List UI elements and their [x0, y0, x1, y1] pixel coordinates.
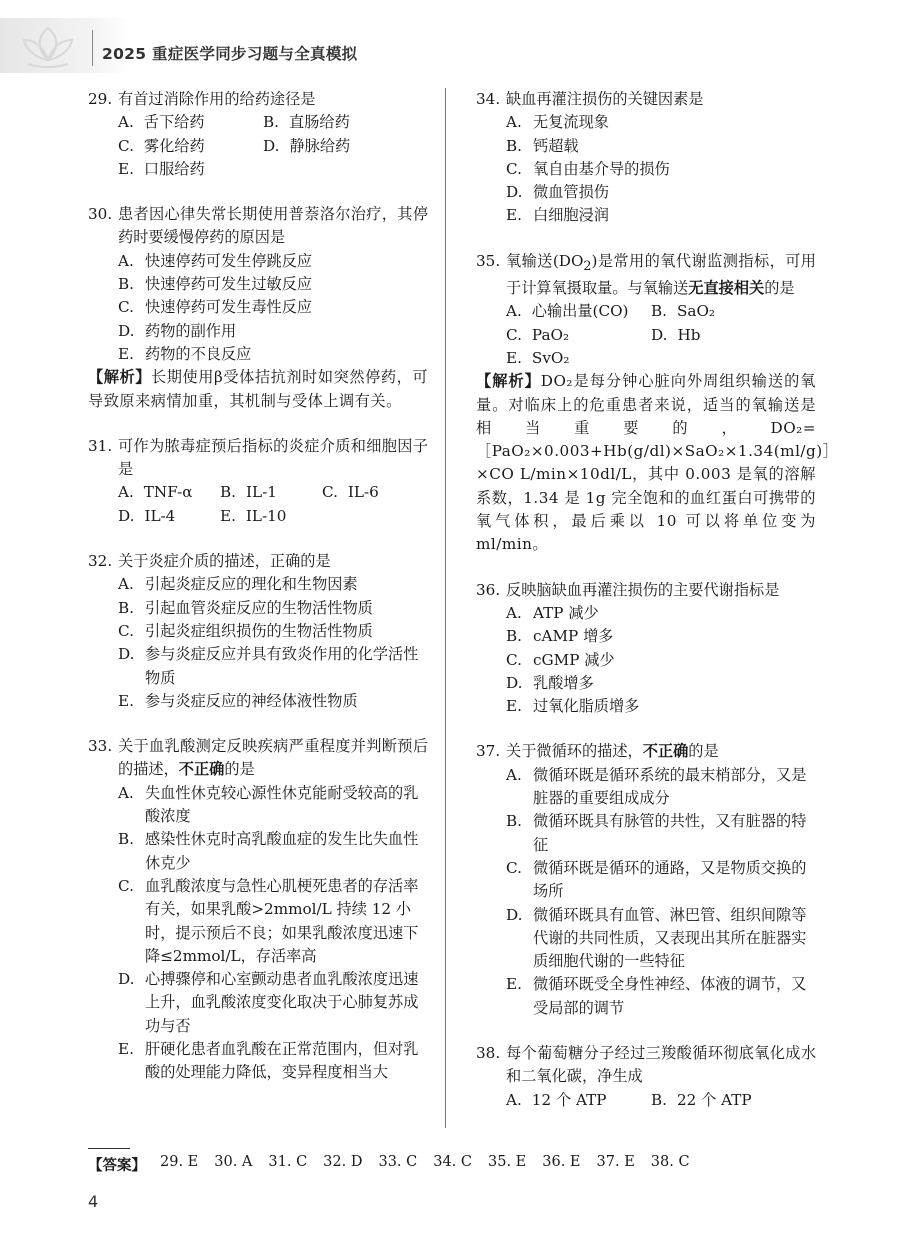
option-e: E. 白细胞浸润	[506, 206, 609, 225]
page-header	[0, 0, 900, 75]
answer-item: 31. C	[268, 1154, 308, 1170]
option-b: B. 22 个 ATP	[651, 1090, 752, 1109]
question-number: 34.	[476, 90, 501, 108]
analysis	[476, 370, 839, 556]
option-b: B. 快速停药可发生过敏反应	[118, 275, 313, 294]
option-d: D. 药物的副作用	[118, 321, 237, 340]
option-b: B. SaO₂	[651, 302, 715, 321]
option-d: D. 静脉给药	[263, 136, 351, 155]
question-number: 32.	[88, 552, 113, 571]
question-stem-mid: )是常用的氧代谢监测指标，可用于计算氧摄取量。与氧输送	[506, 251, 816, 298]
question-number: 37.	[476, 742, 501, 761]
answer-item: 36. E	[542, 1154, 581, 1170]
question-stem: 氧输送(DO	[506, 251, 584, 270]
question-stem-end: 的是	[764, 279, 795, 298]
question-number: 38.	[476, 1044, 501, 1063]
option-d: D. Hb	[651, 325, 701, 344]
question-number: 35.	[476, 251, 501, 270]
column-divider	[445, 88, 446, 1128]
answer-rule	[88, 1148, 130, 1149]
question-stem-end: 的是	[688, 742, 719, 761]
question-stem: 每个葡萄糖分子经过三羧酸循环彻底氧化成水和二氧化碳，净生成	[506, 1044, 816, 1086]
answer-item: 32. D	[323, 1154, 363, 1170]
book-title: 2025 重症医学同步习题与全真模拟	[102, 45, 358, 63]
option-c: C. 血乳酸浓度与急性心肌梗死患者的存活率有关，如果乳酸>2mmol/L 持续 12 小时，提示预后不良；如果乳酸浓度迅速下降≤2mmol/L，存活率高	[118, 876, 419, 965]
subscript: 2	[583, 257, 592, 273]
option-b: B. 直肠给药	[263, 113, 350, 132]
analysis	[88, 366, 428, 413]
option-e: E. 微循环既受全身性神经、体液的调节，又受局部的调节	[506, 975, 807, 1017]
question-38	[476, 1042, 816, 1112]
question-30	[88, 203, 428, 413]
option-e: E. 药物的不良反应	[118, 344, 252, 363]
option-c: C. cGMP 减少	[506, 650, 615, 669]
answer-item: 38. C	[650, 1154, 690, 1170]
question-stem-end: 的是	[224, 760, 255, 779]
option-a: A. 心输出量(CO)	[506, 302, 629, 321]
answer-item: 29. E	[160, 1154, 199, 1170]
question-stem: 反映脑缺血再灌注损伤的主要代谢指标是	[506, 580, 780, 599]
question-stem: 关于血乳酸测定反映疾病严重程度并判断预后的描述，	[118, 737, 428, 779]
option-d: D. 心搏骤停和心室颤动患者血乳酸浓度迅速上升，血乳酸浓度变化取决于心肺复苏成功与否	[118, 970, 419, 1035]
option-a: A. 无复流现象	[506, 113, 609, 132]
analysis-text: 长期使用β受体拮抗剂时如突然停药，可导致原来病情加重，其机制与受体上调有关。	[88, 368, 429, 410]
option-e: E. IL-10	[220, 506, 287, 525]
answer-item: 30. A	[214, 1154, 253, 1170]
question-36	[476, 579, 816, 719]
question-29	[88, 88, 428, 181]
question-number: 33.	[88, 737, 113, 756]
option-e: E. 口服给药	[118, 159, 205, 178]
header-separator	[92, 30, 93, 66]
lotus-logo-icon	[18, 20, 78, 70]
question-33	[88, 735, 428, 1084]
option-c: C. PaO₂	[506, 325, 570, 344]
option-c: C. 引起炎症组织损伤的生物活性物质	[118, 621, 373, 640]
option-b: B. 引起血管炎症反应的生物活性物质	[118, 598, 373, 617]
option-a: A. 失血性休克较心源性休克能耐受较高的乳酸浓度	[118, 783, 419, 826]
emphasis-not-correct: 不正确	[642, 742, 689, 761]
answer-item: 37. E	[596, 1154, 635, 1170]
question-31	[88, 435, 428, 528]
analysis-tag: 【解析】	[88, 368, 151, 387]
answer-item: 33. C	[378, 1154, 418, 1170]
option-d: D. 微血管损伤	[506, 183, 609, 202]
emphasis-not-correct: 不正确	[178, 760, 225, 779]
answer-tag: 【答案】	[88, 1158, 146, 1174]
option-b: B. 钙超载	[506, 136, 579, 155]
page-number: 4	[88, 1192, 99, 1211]
question-stem: 有首过消除作用的给药途径是	[118, 90, 316, 108]
option-d: D. IL-4	[118, 506, 176, 525]
option-c: C. 微循环既是循环的通路，又是物质交换的场所	[506, 858, 807, 901]
option-e: E. 参与炎症反应的神经体液性物质	[118, 691, 358, 710]
option-a: A. ATP 减少	[506, 603, 599, 622]
question-34	[476, 88, 816, 228]
option-a: A. TNF-α	[118, 483, 193, 502]
option-c: C. 氧自由基介导的损伤	[506, 159, 670, 178]
option-c: C. 雾化给药	[118, 136, 205, 155]
answer-item: 35. E	[488, 1154, 527, 1170]
question-stem: 关于微循环的描述，	[506, 742, 643, 761]
question-number: 36.	[476, 580, 501, 599]
question-number: 30.	[88, 205, 113, 224]
question-35	[476, 250, 839, 557]
left-column	[88, 88, 428, 1107]
option-d: D. 微循环既具有血管、淋巴管、组织间隙等代谢的共同性质，又表现出其所在脏器实质细胞代谢的一些特征	[506, 905, 807, 971]
option-d: D. 参与炎症反应并具有致炎作用的化学活性物质	[118, 645, 419, 687]
question-stem: 缺血再灌注损伤的关键因素是	[506, 90, 704, 108]
analysis-tag: 【解析】	[476, 372, 541, 391]
option-b: B. IL-1	[220, 483, 277, 502]
question-number: 29.	[88, 90, 113, 108]
analysis-text: DO₂是每分钟心脏向外周组织输送的氧量。对临床上的危重患者来说，适当的氧输送是相当重要的，DO₂=［PaO₂×0.003+Hb(g/dl)×SaO₂×1.34(ml/g)］×CO L/min×10dl/L，其中 0.003 是氧的溶解系数，1.34 是 1g 完全饱和的血红蛋白可携带的氧气体积，最后乘以 10 可以将单位变为 ml/min。	[476, 372, 839, 554]
option-e: E. 过氧化脂质增多	[506, 697, 640, 716]
option-b: B. 微循环既具有脉管的共性，又有脏器的特征	[506, 812, 807, 854]
question-stem: 可作为脓毒症预后指标的炎症介质和细胞因子是	[118, 436, 428, 479]
option-d: D. 乳酸增多	[506, 673, 594, 692]
option-c: C. IL-6	[322, 483, 379, 502]
question-32	[88, 550, 428, 713]
option-a: A. 引起炎症反应的理化和生物因素	[118, 575, 358, 594]
option-a: A. 12 个 ATP	[506, 1090, 607, 1109]
right-column	[476, 88, 839, 1134]
answer-key	[88, 1154, 706, 1175]
option-a: A. 微循环既是循环系统的最末梢部分，又是脏器的重要组成成分	[506, 765, 807, 808]
option-a: A. 舌下给药	[118, 113, 205, 132]
emphasis-not-directly-related: 无直接相关	[688, 279, 765, 298]
option-a: A. 快速停药可发生停跳反应	[118, 251, 313, 270]
option-c: C. 快速停药可发生毒性反应	[118, 298, 313, 317]
question-stem: 患者因心律失常长期使用普萘洛尔治疗，其停药时要缓慢停药的原因是	[118, 205, 428, 247]
question-stem: 关于炎症介质的描述，正确的是	[118, 552, 331, 571]
option-b: B. 感染性休克时高乳酸血症的发生比失血性休克少	[118, 830, 419, 872]
option-e: E. 肝硬化患者血乳酸在正常范围内，但对乳酸的处理能力降低，变异程度相当大	[118, 1039, 419, 1082]
question-number: 31.	[88, 436, 113, 455]
answer-item: 34. C	[433, 1154, 472, 1170]
option-e: E. SvO₂	[506, 349, 570, 367]
question-37	[476, 740, 816, 1020]
option-b: B. cAMP 增多	[506, 627, 614, 646]
